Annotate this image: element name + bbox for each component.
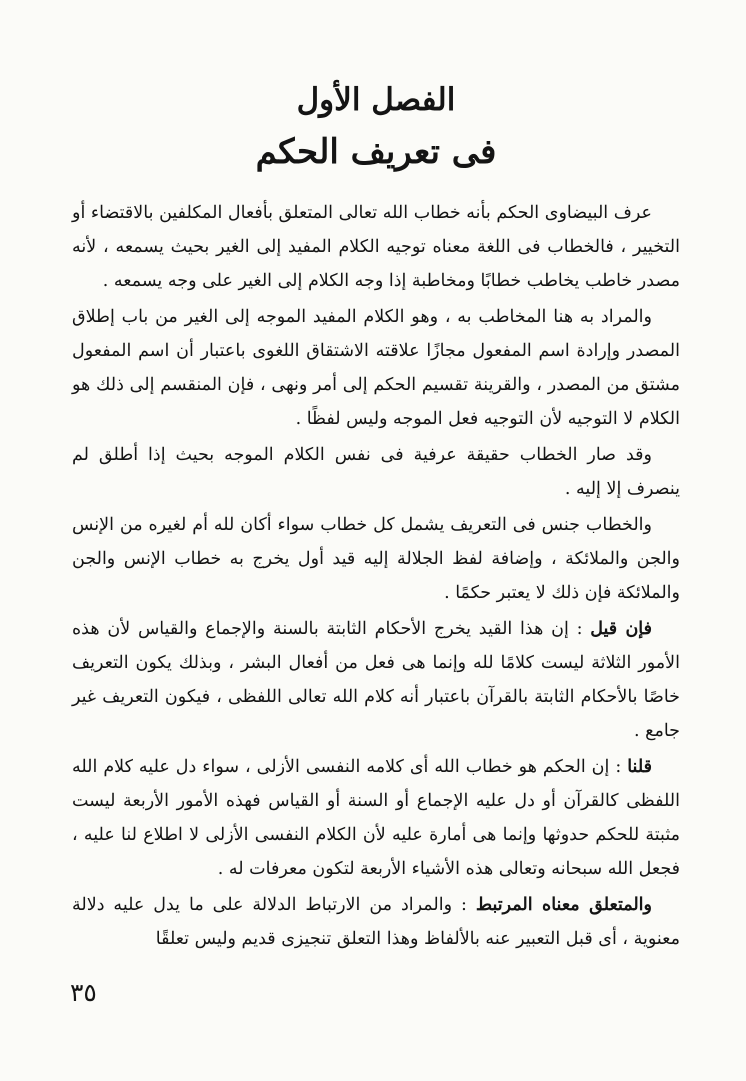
chapter-subtitle: فى تعريف الحكم [255,132,497,172]
paragraph-text: : والمراد من الارتباط الدلالة على ما يدل عليه دلالة معنوية ، أى قبل التعبير عنه بالألفاظ وهذا التعلق تنجيزى قديم وليس تعلقًا [72,895,680,949]
chapter-title: الفصل الأول [296,82,456,118]
paragraph [72,750,680,886]
chapter-heading [72,76,680,176]
paragraph-lead: فإن قيل [590,619,652,639]
paragraph [72,508,680,610]
paragraph-text: عرف البيضاوى الحكم بأنه خطاب الله تعالى المتعلق بأفعال المكلفين بالاقتضاء أو التخيير ، فالخطاب فى اللغة معناه توجيه الكلام المفيد إلى الغير بحيث يسمعه ، لأنه مصدر خاطب يخاطب خطابًا ومخاطبة إذا وجه الكلام إلى الغير على وجه يسمعه . [72,203,680,291]
paragraph-text: وقد صار الخطاب حقيقة عرفية فى نفس الكلام الموجه بحيث إذا أطلق لم ينصرف إلا إليه . [72,445,680,499]
paragraph-text: : إن هذا القيد يخرج الأحكام الثابتة بالسنة والإجماع والقياس لأن هذه الأمور الثلاثة ليست كلامًا لله وإنما هى فعل من أفعال البشر ، وبذلك يكون التعريف خاصًا بالأحكام الثابتة بالقرآن باعتبار أنه كلام الله تعالى اللفظى ، فيكون التعريف غير جامع . [72,619,680,741]
paragraph-text: والخطاب جنس فى التعريف يشمل كل خطاب سواء أكان لله أم لغيره من الإنس والجن والملائكة ، وإضافة لفظ الجلالة إليه قيد أول يخرج به خطاب الإنس والجن والملائكة فإن ذلك لا يعتبر حكمًا . [72,515,680,603]
paragraph-lead: قلنا [627,757,652,777]
body-text [72,196,680,956]
paragraph-text: والمراد به هنا المخاطب به ، وهو الكلام المفيد الموجه إلى الغير من باب إطلاق المصدر وإرادة اسم المفعول مجازًا علاقته الاشتقاق اللغوى باعتبار أن اسم المفعول مشتق من المصدر ، والقرينة تقسيم الحكم إلى أمر ونهى ، فإن المنقسم إلى ذلك هو الكلام لا التوجيه لأن التوجيه فعل الموجه وليس لفظًا . [72,307,680,429]
paragraph [72,888,680,956]
paragraph-text: : إن الحكم هو خطاب الله أى كلامه النفسى الأزلى ، سواء دل عليه كلام الله اللفظى كالقرآن أو دل عليه الإجماع أو السنة أو القياس فهذه الأمور الأربعة ليست مثبتة للحكم حدوثها وإنما هى أمارة عليه لأن الكلام النفسى الأزلى لا اطلاع لنا عليه ، فجعل الله سبحانه وتعالى هذه الأشياء الأربعة لتكون معرفات له . [72,757,680,879]
paragraph-lead: والمتعلق معناه المرتبط [475,895,652,915]
paragraph [72,196,680,298]
paragraph [72,438,680,506]
paragraph [72,300,680,436]
paragraph [72,612,680,748]
page-number: ٣٥ [70,978,97,1007]
